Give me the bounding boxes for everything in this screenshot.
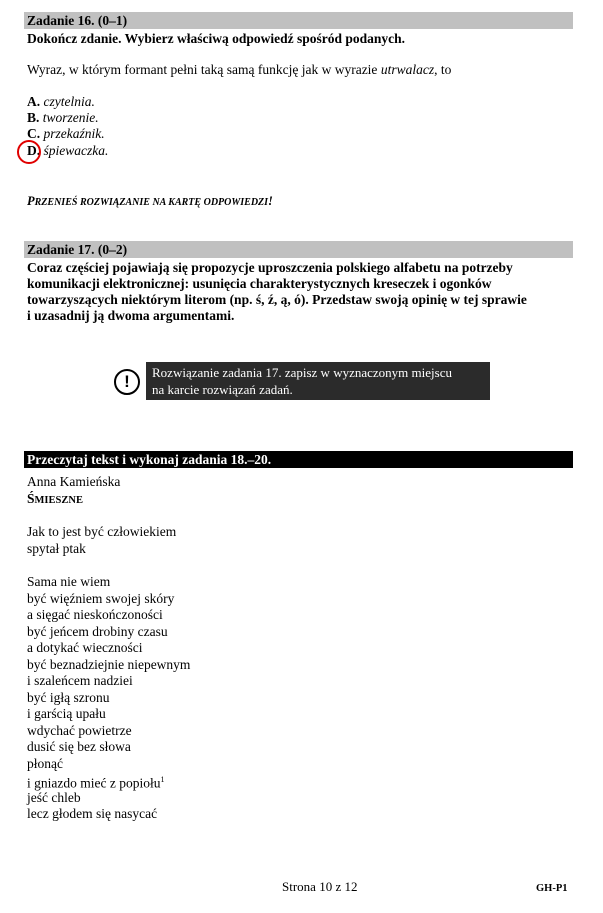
task17-line: towarzyszących niektórym literom (np. ś, ź, ą, ó). Przedstaw swoją opinię w tej sprawie (27, 292, 527, 307)
option-letter: B. (27, 110, 40, 125)
reading-header: Przeczytaj tekst i wykonaj zadania 18.–20. (24, 451, 573, 468)
task16-instruction: Dokończ zdanie. Wybierz właściwą odpowiedź spośród podanych. (27, 31, 406, 46)
poem-line: być igłą szronu (27, 690, 110, 705)
task17-line: komunikacji elektronicznej: usunięcia charakterystycznych kreseczek i ogonków (27, 276, 492, 291)
poem-line: lecz głodem się nasycać (27, 806, 158, 821)
poem-line: Sama nie wiem (27, 574, 111, 589)
poem-line: dusić się bez słowa (27, 739, 131, 754)
poem-line: a sięgać nieskończoności (27, 607, 163, 622)
note-line: na karcie rozwiązań zadań. (152, 382, 293, 397)
poem-line-footnoted (27, 772, 164, 792)
selected-answer-ring-icon (17, 140, 41, 164)
transfer-word5: ODPOWIEDZI (203, 197, 269, 208)
transfer-first-small: RZENIEŚ (34, 197, 80, 208)
option-word: przekaźnik. (43, 126, 105, 141)
transfer-word4: KARTĘ (168, 197, 204, 208)
question-word: utrwalacz (380, 62, 435, 77)
transfer-first-big: P (27, 194, 35, 208)
question-text-post: , to (434, 62, 452, 77)
note-line: Rozwiązanie zadania 17. zapisz w wyznaczonym miejscu (152, 365, 452, 380)
task17-header: Zadanie 17. (0–2) (24, 241, 573, 258)
poem-line: płonąć (27, 756, 63, 771)
poem-title-big: Ś (27, 491, 35, 506)
task17-line: i uzasadnij ją dwoma argumentami. (27, 308, 235, 323)
poem-line: jeść chleb (27, 790, 81, 805)
poem-line: wdychać powietrze (27, 723, 132, 738)
option-letter: C. (27, 126, 41, 141)
footnote-mark: 1 (160, 775, 165, 784)
poem-title-small: MIESZNE (34, 495, 83, 506)
option-a[interactable] (27, 94, 95, 110)
answer-location-note (146, 362, 490, 400)
transfer-end: ! (268, 194, 273, 208)
poem-line: być jeńcem drobiny czasu (27, 624, 168, 639)
option-word: śpiewaczka. (43, 143, 109, 158)
transfer-word2: ROZWIĄZANIE (79, 197, 153, 208)
option-letter: D. (27, 143, 41, 158)
poem-title (27, 491, 83, 509)
poem-line: a dotykać wieczności (27, 640, 143, 655)
option-word: tworzenie. (42, 110, 99, 125)
poem-line: Jak to jest być człowiekiem (27, 524, 177, 539)
poem-line: być beznadziejnie niepewnym (27, 657, 191, 672)
poem-line: spytał ptak (27, 541, 86, 556)
task17-line: Coraz częściej pojawiają się propozycje uproszczenia polskiego alfabetu na potrzeby (27, 260, 513, 275)
option-c[interactable] (27, 126, 105, 142)
task17-prompt (27, 260, 572, 324)
page-number: Strona 10 z 12 (282, 879, 358, 894)
option-b[interactable] (27, 110, 99, 126)
task16-header: Zadanie 16. (0–1) (24, 12, 573, 29)
poem-line: i garścią upału (27, 706, 106, 721)
exclamation-icon: ! (114, 369, 140, 395)
option-letter: A. (27, 94, 41, 109)
option-word: czytelnia. (43, 94, 95, 109)
transfer-word3: NA (152, 197, 169, 208)
poem-line: i gniazdo mieć z popiołu (27, 775, 161, 791)
task16-question (27, 62, 451, 78)
poem-line: być więźniem swojej skóry (27, 591, 175, 606)
question-text-pre: Wyraz, w którym formant pełni taką samą funkcję jak w wyrazie (27, 62, 381, 77)
poem-line: i szaleńcem nadziei (27, 673, 133, 688)
transfer-instruction (27, 193, 273, 211)
poem-author: Anna Kamieńska (27, 474, 121, 489)
exam-code: GH-P1 (536, 883, 568, 894)
